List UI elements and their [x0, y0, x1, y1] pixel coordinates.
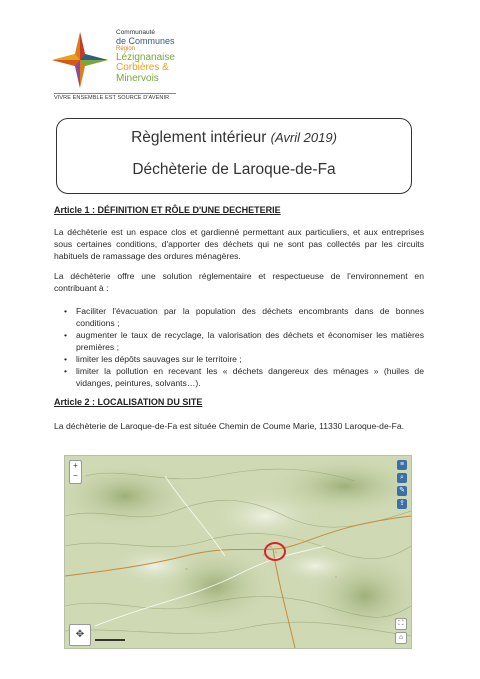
title-box: [56, 118, 412, 194]
logo-line-5: Corbières &: [116, 62, 169, 74]
document-subtitle: Déchèterie de Laroque-de-Fa: [132, 161, 336, 178]
fullscreen-icon[interactable]: ⛶: [395, 618, 407, 630]
article-2-heading: Article 2 : LOCALISATION DU SITE: [54, 397, 203, 407]
logo-motto: VIVRE ENSEMBLE EST SOURCE D'AVENIR: [54, 95, 170, 101]
location-map[interactable]: [64, 455, 412, 649]
share-icon[interactable]: ⇪: [397, 499, 407, 509]
map-scale-bar: [95, 639, 125, 641]
logo-line-3: Région: [116, 46, 136, 53]
logo-line-2: de Communes: [116, 35, 175, 46]
list-item: • limiter les dépôts sauvages sur le territoire ;: [64, 354, 242, 364]
zoom-in-button[interactable]: +: [73, 461, 78, 470]
list-item: • augmenter le taux de recyclage, la valorisation des déchets et économiser les matières premières ;: [64, 330, 424, 352]
article-1-bullet-list: [54, 305, 424, 389]
article-2-paragraph-1: La déchèterie de Laroque-de-Fa est située Chemin de Coume Marie, 11330 Laroque-de-Fa.: [54, 421, 405, 431]
logo-line-1: Communauté: [116, 29, 156, 36]
site-location-marker: [264, 542, 286, 561]
tools-icon[interactable]: ✎: [397, 486, 407, 496]
article-1-heading: Article 1 : DÉFINITION ET RÔLE D'UNE DECHETERIE: [54, 205, 281, 215]
article-1-paragraph-2: La déchèterie offre une solution réglementaire et respectueuse de l'environnement en contribuant à :: [54, 271, 424, 293]
zoom-control[interactable]: [69, 460, 82, 484]
map-terrain: [65, 456, 411, 648]
article-1-paragraph-1: La déchèterie est un espace clos et gardienné permettant aux particuliers, et aux entreprises sous certaines conditions, d'apporter des déchets qui ne sont pas collectés par les circuits habituels de ramassage des ordures ménagères.: [54, 227, 424, 261]
logo-star-icon: [52, 32, 108, 88]
layers-icon[interactable]: ≡: [397, 460, 407, 470]
logo-line-6: Minervois: [116, 72, 159, 84]
zoom-reset-icon[interactable]: ⌂: [395, 632, 407, 644]
list-item: • Faciliter l'évacuation par la population des déchets encombrants dans de bonnes conditions ;: [64, 306, 424, 328]
community-logo: [52, 28, 182, 100]
zoom-out-button[interactable]: −: [73, 471, 78, 480]
logo-wordmark: [116, 30, 175, 84]
logo-line-4: Lézignanaise: [116, 51, 175, 63]
title-main: Règlement intérieur: [131, 129, 267, 146]
search-icon[interactable]: ⌕: [397, 473, 407, 483]
title-date: (Avril 2019): [270, 130, 337, 145]
list-item: • limiter la pollution en recevant les « déchets dangereux des ménages » (huiles de vidanges, peintures, solvants…).: [64, 366, 424, 388]
logo-divider: [54, 93, 176, 94]
document-title: [57, 129, 411, 147]
compass-icon[interactable]: ✥: [69, 624, 91, 646]
